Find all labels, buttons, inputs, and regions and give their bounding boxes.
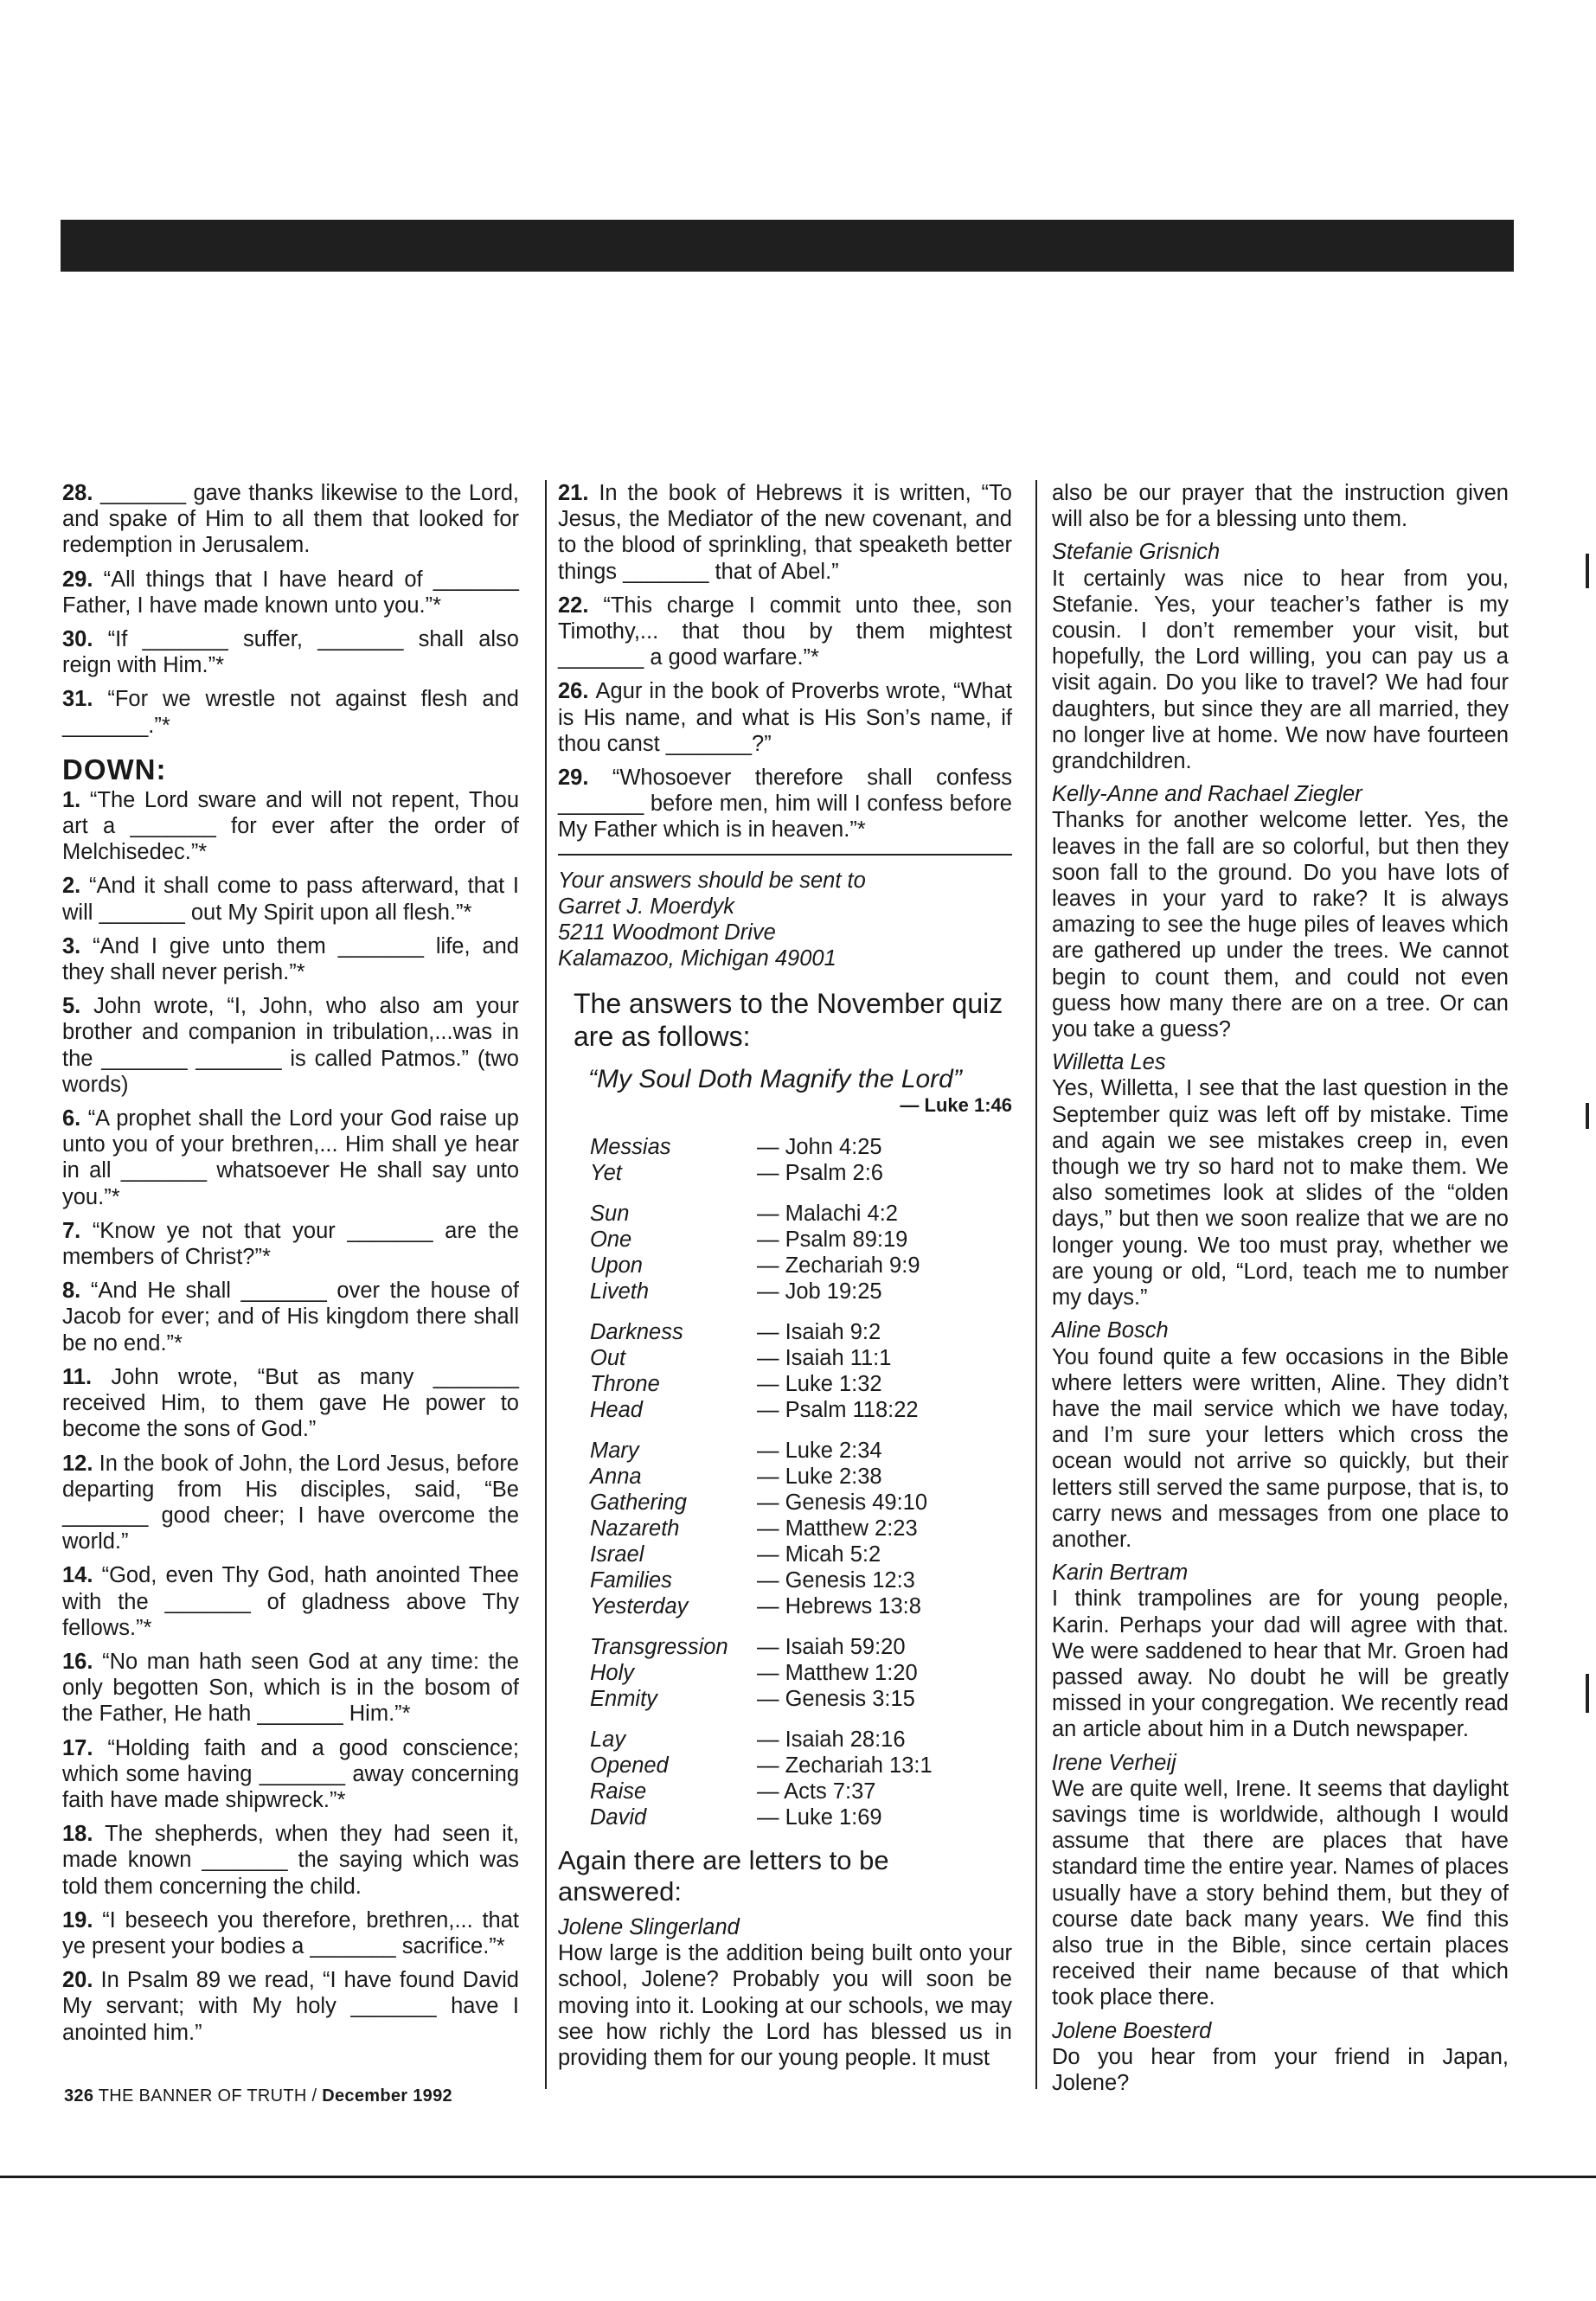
quiz-reference: — Luke 1:46 <box>900 1093 1012 1116</box>
across-questions-continued <box>62 480 519 739</box>
answer-word: Messias <box>590 1135 671 1160</box>
answer-group <box>558 1319 1012 1423</box>
page-footer <box>64 2086 452 2106</box>
question-number: 31. <box>62 687 108 712</box>
letter-recipient: Karin Bertram <box>1052 1561 1189 1586</box>
quiz-question <box>62 1278 519 1356</box>
answer-word: Head <box>590 1398 643 1423</box>
question-number: 28. <box>62 481 100 505</box>
answer-row <box>558 1490 1012 1516</box>
address-instruction: Your answers should be sent to <box>558 868 866 893</box>
question-text: In Psalm 89 we read, “I have found David My servant; with My holy _______ have I anointed him.” <box>62 1968 519 2045</box>
answer-row <box>558 1397 1012 1423</box>
answer-reference: — Acts 7:37 <box>757 1779 876 1804</box>
answer-reference: — Micah 5:2 <box>757 1542 881 1567</box>
question-text: “And He shall _______ over the house of Jacob for ever; and of His kingdom there shall be no end.”* <box>62 1279 519 1356</box>
letters-heading: Again there are letters to be answered: <box>558 1845 889 1907</box>
quiz-question <box>62 1106 519 1210</box>
answer-group <box>558 1134 1012 1186</box>
question-number: 2. <box>62 874 89 899</box>
answer-word: Enmity <box>590 1687 657 1712</box>
quiz-question <box>62 1364 519 1443</box>
answer-row <box>558 1634 1012 1660</box>
question-text: “The Lord sware and will not repent, Thou art a _______ for ever after the order of Melchisedec.”* <box>62 787 519 865</box>
quiz-question <box>62 1562 519 1641</box>
answer-row <box>558 1134 1012 1160</box>
column-2 <box>558 480 1012 2071</box>
answer-group <box>558 1438 1012 1619</box>
column-3 <box>1052 480 1509 2096</box>
answer-row <box>558 1660 1012 1686</box>
question-text: “And it shall come to pass afterward, that I will _______ out My Spirit upon all flesh.”* <box>62 874 519 925</box>
quiz-question <box>62 1649 519 1727</box>
answer-row <box>558 1160 1012 1186</box>
answer-word: Yesterday <box>590 1594 689 1619</box>
answer-reference: — Job 19:25 <box>757 1279 882 1304</box>
answer-row <box>558 1727 1012 1753</box>
quiz-question <box>62 1218 519 1270</box>
letter-recipient: Aline Bosch <box>1052 1318 1169 1343</box>
quiz-question <box>62 1907 519 1959</box>
question-number: 1. <box>62 787 90 812</box>
quiz-question <box>62 686 519 738</box>
answer-reference: — Luke 1:32 <box>757 1372 882 1397</box>
answer-word: Nazareth <box>590 1516 680 1541</box>
bottom-rule <box>0 2176 1596 2178</box>
question-number: 19. <box>62 1907 103 1932</box>
question-text: Agur in the book of Proverbs wrote, “What is His name, and what is His Son’s name, if thou canst _______?” <box>558 679 1012 756</box>
answer-row <box>558 1253 1012 1279</box>
answer-word: Darkness <box>590 1320 683 1345</box>
question-text: “A prophet shall the Lord your God raise up unto you of your brethren,... Him shall ye hear in all _______ whatsoever He shall say unto you.”* <box>62 1106 519 1209</box>
answer-word: Mary <box>590 1439 639 1464</box>
question-number: 20. <box>62 1968 101 1993</box>
answer-word: One <box>590 1227 632 1253</box>
question-text: _______ gave thanks likewise to the Lord, and spake of Him to all them that looked for redemption in Jerusalem. <box>62 481 519 558</box>
question-number: 6. <box>62 1106 88 1131</box>
answer-row <box>558 1464 1012 1490</box>
answer-reference: — Luke 2:34 <box>757 1439 882 1464</box>
question-text: “I beseech you therefore, brethren,... that ye present your bodies a _______ sacrifice.”* <box>62 1907 519 1958</box>
quiz-title: “My Soul Doth Magnify the Lord” <box>588 1064 962 1093</box>
answer-row <box>558 1804 1012 1830</box>
question-text: “For we wrestle not against flesh and _______.”* <box>62 687 519 738</box>
question-number: 16. <box>62 1649 103 1674</box>
question-text: “If _______ suffer, _______ shall also reign with Him.”* <box>62 627 519 678</box>
question-number: 12. <box>62 1451 99 1476</box>
column-divider-right <box>1035 480 1037 2089</box>
answer-row <box>558 1541 1012 1567</box>
quiz-question <box>62 1821 519 1900</box>
answer-row <box>558 1438 1012 1464</box>
page-number: 326 <box>64 2086 94 2106</box>
answer-reference: — Luke 1:69 <box>757 1805 882 1830</box>
answer-word: Out <box>590 1346 626 1371</box>
scan-edge-mark <box>1586 1674 1589 1713</box>
question-number: 29. <box>62 567 104 592</box>
question-text: John wrote, “I, John, who also am your brother and companion in tribulation,...was in the _______ _______ is called Patmos.” (two words) <box>62 994 519 1097</box>
letter-reply: We are quite well, Irene. It seems that daylight savings time is worldwide, although I would assume that there are places that have standard time the entire year. Names of places usually have a story behind them, but they of course date back many years. We find this also true in the Bible, since certain places received their name because of that which took place there. <box>1052 1776 1509 2010</box>
answer-reference: — Luke 2:38 <box>757 1465 882 1490</box>
answer-reference: — Genesis 49:10 <box>757 1490 928 1516</box>
letter-reply: You found quite a few occasions in the Bible where letters were written, Aline. They didn’t have the mail service which we have today, and I’m sure your letters which cross the ocean would not arrive so quickly, but their letters still served the same purpose, that is, to carry news and messages from one place to another. <box>1052 1344 1509 1552</box>
answer-row <box>558 1593 1012 1619</box>
answer-reference: — Isaiah 9:2 <box>757 1320 881 1345</box>
question-text: “Holding faith and a good conscience; which some having _______ away concerning faith have made shipwreck.”* <box>62 1735 519 1812</box>
answer-word: Israel <box>590 1542 644 1567</box>
quiz-question <box>62 993 519 1098</box>
answer-reference: — Genesis 12:3 <box>757 1568 915 1593</box>
answer-word: Throne <box>590 1372 660 1397</box>
answer-row <box>558 1201 1012 1227</box>
question-text: John wrote, “But as many _______ received Him, to them gave He power to become the sons of God.” <box>62 1364 519 1442</box>
question-number: 17. <box>62 1735 108 1760</box>
letter-reply: I think trampolines are for young people, Karin. Perhaps your dad will agree with that. We were saddened to hear that Mr. Groen had passed away. No doubt he will be greatly missed in your congregation. We recently read an article about him in a Dutch newspaper. <box>1052 1586 1509 1742</box>
across-questions-final <box>558 480 1012 843</box>
scan-edge-mark <box>1586 554 1589 588</box>
letter-reply-continued: also be our prayer that the instruction given will also be for a blessing unto them. <box>1052 481 1509 532</box>
letter-recipient: Irene Verheij <box>1052 1750 1176 1775</box>
quiz-question <box>62 933 519 985</box>
letter-reply: It certainly was nice to hear from you, Stefanie. Yes, your teacher’s father is my cousin. I don’t remember your visit, but hopefully, the Lord willing, you can pay us a visit again. Do you like to travel? We had four daughters, but since they are all married, they no longer live at home. We now have fourteen grandchildren. <box>1052 566 1509 774</box>
answer-word: Lay <box>590 1727 626 1753</box>
answer-reference: — Psalm 2:6 <box>757 1161 883 1186</box>
question-number: 8. <box>62 1279 91 1304</box>
answer-word: Opened <box>590 1753 669 1779</box>
question-text: In the book of Hebrews it is written, “To Jesus, the Mediator of the new covenant, and to the blood of sprinkling, that speaketh better things _______ that of Abel.” <box>558 481 1012 584</box>
answer-word: Transgression <box>590 1635 728 1660</box>
scan-edge-mark <box>1586 1103 1589 1129</box>
address-city: Kalamazoo, Michigan 49001 <box>558 945 836 971</box>
question-text: “And I give unto them _______ life, and they shall never perish.”* <box>62 933 519 985</box>
question-number: 11. <box>62 1364 112 1389</box>
question-number: 3. <box>62 933 93 958</box>
answer-row <box>558 1753 1012 1779</box>
answer-reference: — Zechariah 9:9 <box>757 1253 920 1279</box>
answers-heading: The answers to the November quiz are as follows: <box>574 987 1003 1052</box>
answer-list <box>558 1134 1012 1830</box>
answer-row <box>558 1227 1012 1253</box>
question-text: The shepherds, when they had seen it, made known _______ the saying which was told them concerning the child. <box>62 1822 519 1899</box>
quiz-question <box>558 480 1012 585</box>
answer-word: Yet <box>590 1161 622 1186</box>
answer-word: Holy <box>590 1661 635 1686</box>
letters-list <box>1052 539 1509 2096</box>
question-number: 26. <box>558 679 596 704</box>
issue-date: December 1992 <box>322 2086 452 2106</box>
down-questions <box>62 787 519 2046</box>
page-top-margin <box>0 0 1596 119</box>
answer-reference: — Psalm 118:22 <box>757 1398 919 1423</box>
question-number: 22. <box>558 593 604 618</box>
answer-reference: — Psalm 89:19 <box>757 1227 908 1253</box>
letter-recipient: Willetta Les <box>1052 1050 1166 1075</box>
letter-reply: Yes, Willetta, I see that the last question in the September quiz was left off by mistake. Time and again we see mistakes creep in, even though we try so hard not to make them. We also sometimes look at slides of the “olden days,” but then we soon realize that we are no longer young. We too must pray, whether we are young or old, “Lord, teach me to number my days.” <box>1052 1076 1509 1311</box>
answer-reference: — Hebrews 13:8 <box>757 1594 921 1619</box>
answer-row <box>558 1319 1012 1345</box>
answer-word: David <box>590 1805 647 1830</box>
question-text: In the book of John, the Lord Jesus, before departing from His disciples, said, “Be _______ good cheer; I have overcome the world.” <box>62 1451 519 1554</box>
down-heading: DOWN: <box>62 753 167 785</box>
answer-group <box>558 1634 1012 1712</box>
answer-reference: — Malachi 4:2 <box>757 1202 898 1227</box>
question-text: “Whosoever therefore shall confess _______ before men, him will I confess before My Father which is in heaven.”* <box>558 766 1012 843</box>
answer-word: Liveth <box>590 1279 650 1304</box>
answer-row <box>558 1345 1012 1371</box>
column-divider-left <box>545 480 547 2089</box>
quiz-question <box>62 873 519 925</box>
answer-group <box>558 1201 1012 1304</box>
answer-row <box>558 1567 1012 1593</box>
answer-word: Anna <box>590 1465 642 1490</box>
letter-reply: How large is the addition being built onto your school, Jolene? Probably you will soon be moving into it. Looking at our schools, we may see how richly the Lord has blessed us in providing them for our young people. It must <box>558 1941 1012 2071</box>
question-text: “This charge I commit unto thee, son Timothy,... that thou by them mightest _______ a good warfare.”* <box>558 593 1012 670</box>
quiz-question <box>62 787 519 866</box>
question-text: “God, even Thy God, hath anointed Thee with the _______ of gladness above Thy fellows.”* <box>62 1563 519 1640</box>
answer-row <box>558 1516 1012 1541</box>
quiz-question <box>62 1451 519 1555</box>
quiz-question <box>558 678 1012 757</box>
letter-recipient: Jolene Slingerland <box>558 1915 740 1940</box>
answer-reference: — Isaiah 59:20 <box>757 1635 906 1660</box>
question-number: 5. <box>62 994 94 1019</box>
address-street: 5211 Woodmont Drive <box>558 920 776 945</box>
question-text: “Know ye not that your _______ are the members of Christ?”* <box>62 1218 519 1270</box>
answer-row <box>558 1686 1012 1712</box>
address-name: Garret J. Moerdyk <box>558 894 735 919</box>
answer-group <box>558 1727 1012 1830</box>
answer-reference: — Genesis 3:15 <box>757 1687 915 1712</box>
letter-recipient: Kelly-Anne and Rachael Ziegler <box>1052 782 1362 807</box>
answer-word: Raise <box>590 1779 647 1804</box>
quiz-question <box>62 480 519 559</box>
quiz-question <box>62 567 519 619</box>
question-number: 14. <box>62 1563 102 1588</box>
answer-row <box>558 1279 1012 1304</box>
answer-word: Families <box>590 1568 672 1593</box>
answer-reference: — Isaiah 11:1 <box>757 1346 892 1371</box>
letter-reply: Thanks for another welcome letter. Yes, the leaves in the fall are so colorful, but then they soon fall to the ground. Do you have lots of leaves in your yard to rake? It is always amazing to see the huge piles of leaves which are gathered up under the trees. We cannot begin to count them, and could not even guess how many there are on a tree. Or can you take a guess? <box>1052 808 1509 1042</box>
letter-reply: Do you hear from your friend in Japan, Jolene? <box>1052 2044 1509 2095</box>
question-text: “No man hath seen God at any time: the only begotten Son, which is in the bosom of the Father, He hath _______ Him.”* <box>62 1649 519 1727</box>
publication-name: THE BANNER OF TRUTH / <box>98 2086 317 2106</box>
letter-recipient: Stefanie Grisnich <box>1052 540 1221 565</box>
answer-word: Sun <box>590 1202 630 1227</box>
question-number: 29. <box>558 766 612 791</box>
letter-recipient: Jolene Boesterd <box>1052 2018 1212 2043</box>
column-1 <box>62 480 519 2054</box>
answer-row <box>558 1371 1012 1397</box>
question-text: “All things that I have heard of _______ Father, I have made known unto you.”* <box>62 567 519 618</box>
answer-reference: — Isaiah 28:16 <box>757 1727 906 1753</box>
quiz-question <box>558 765 1012 843</box>
answer-reference: — Matthew 2:23 <box>757 1516 918 1541</box>
question-number: 30. <box>62 627 108 652</box>
question-number: 21. <box>558 481 599 505</box>
address-divider <box>558 854 1012 856</box>
question-number: 7. <box>62 1218 93 1243</box>
quiz-question <box>62 1735 519 1814</box>
quiz-question <box>62 626 519 678</box>
answer-reference: — John 4:25 <box>757 1135 882 1160</box>
quiz-question <box>62 1967 519 2046</box>
question-number: 18. <box>62 1822 106 1847</box>
answer-row <box>558 1779 1012 1804</box>
answer-word: Gathering <box>590 1490 687 1516</box>
answer-word: Upon <box>590 1253 643 1279</box>
answer-reference: — Matthew 1:20 <box>757 1661 918 1686</box>
answer-reference: — Zechariah 13:1 <box>757 1753 933 1779</box>
header-banner <box>61 220 1514 272</box>
quiz-question <box>558 593 1012 671</box>
